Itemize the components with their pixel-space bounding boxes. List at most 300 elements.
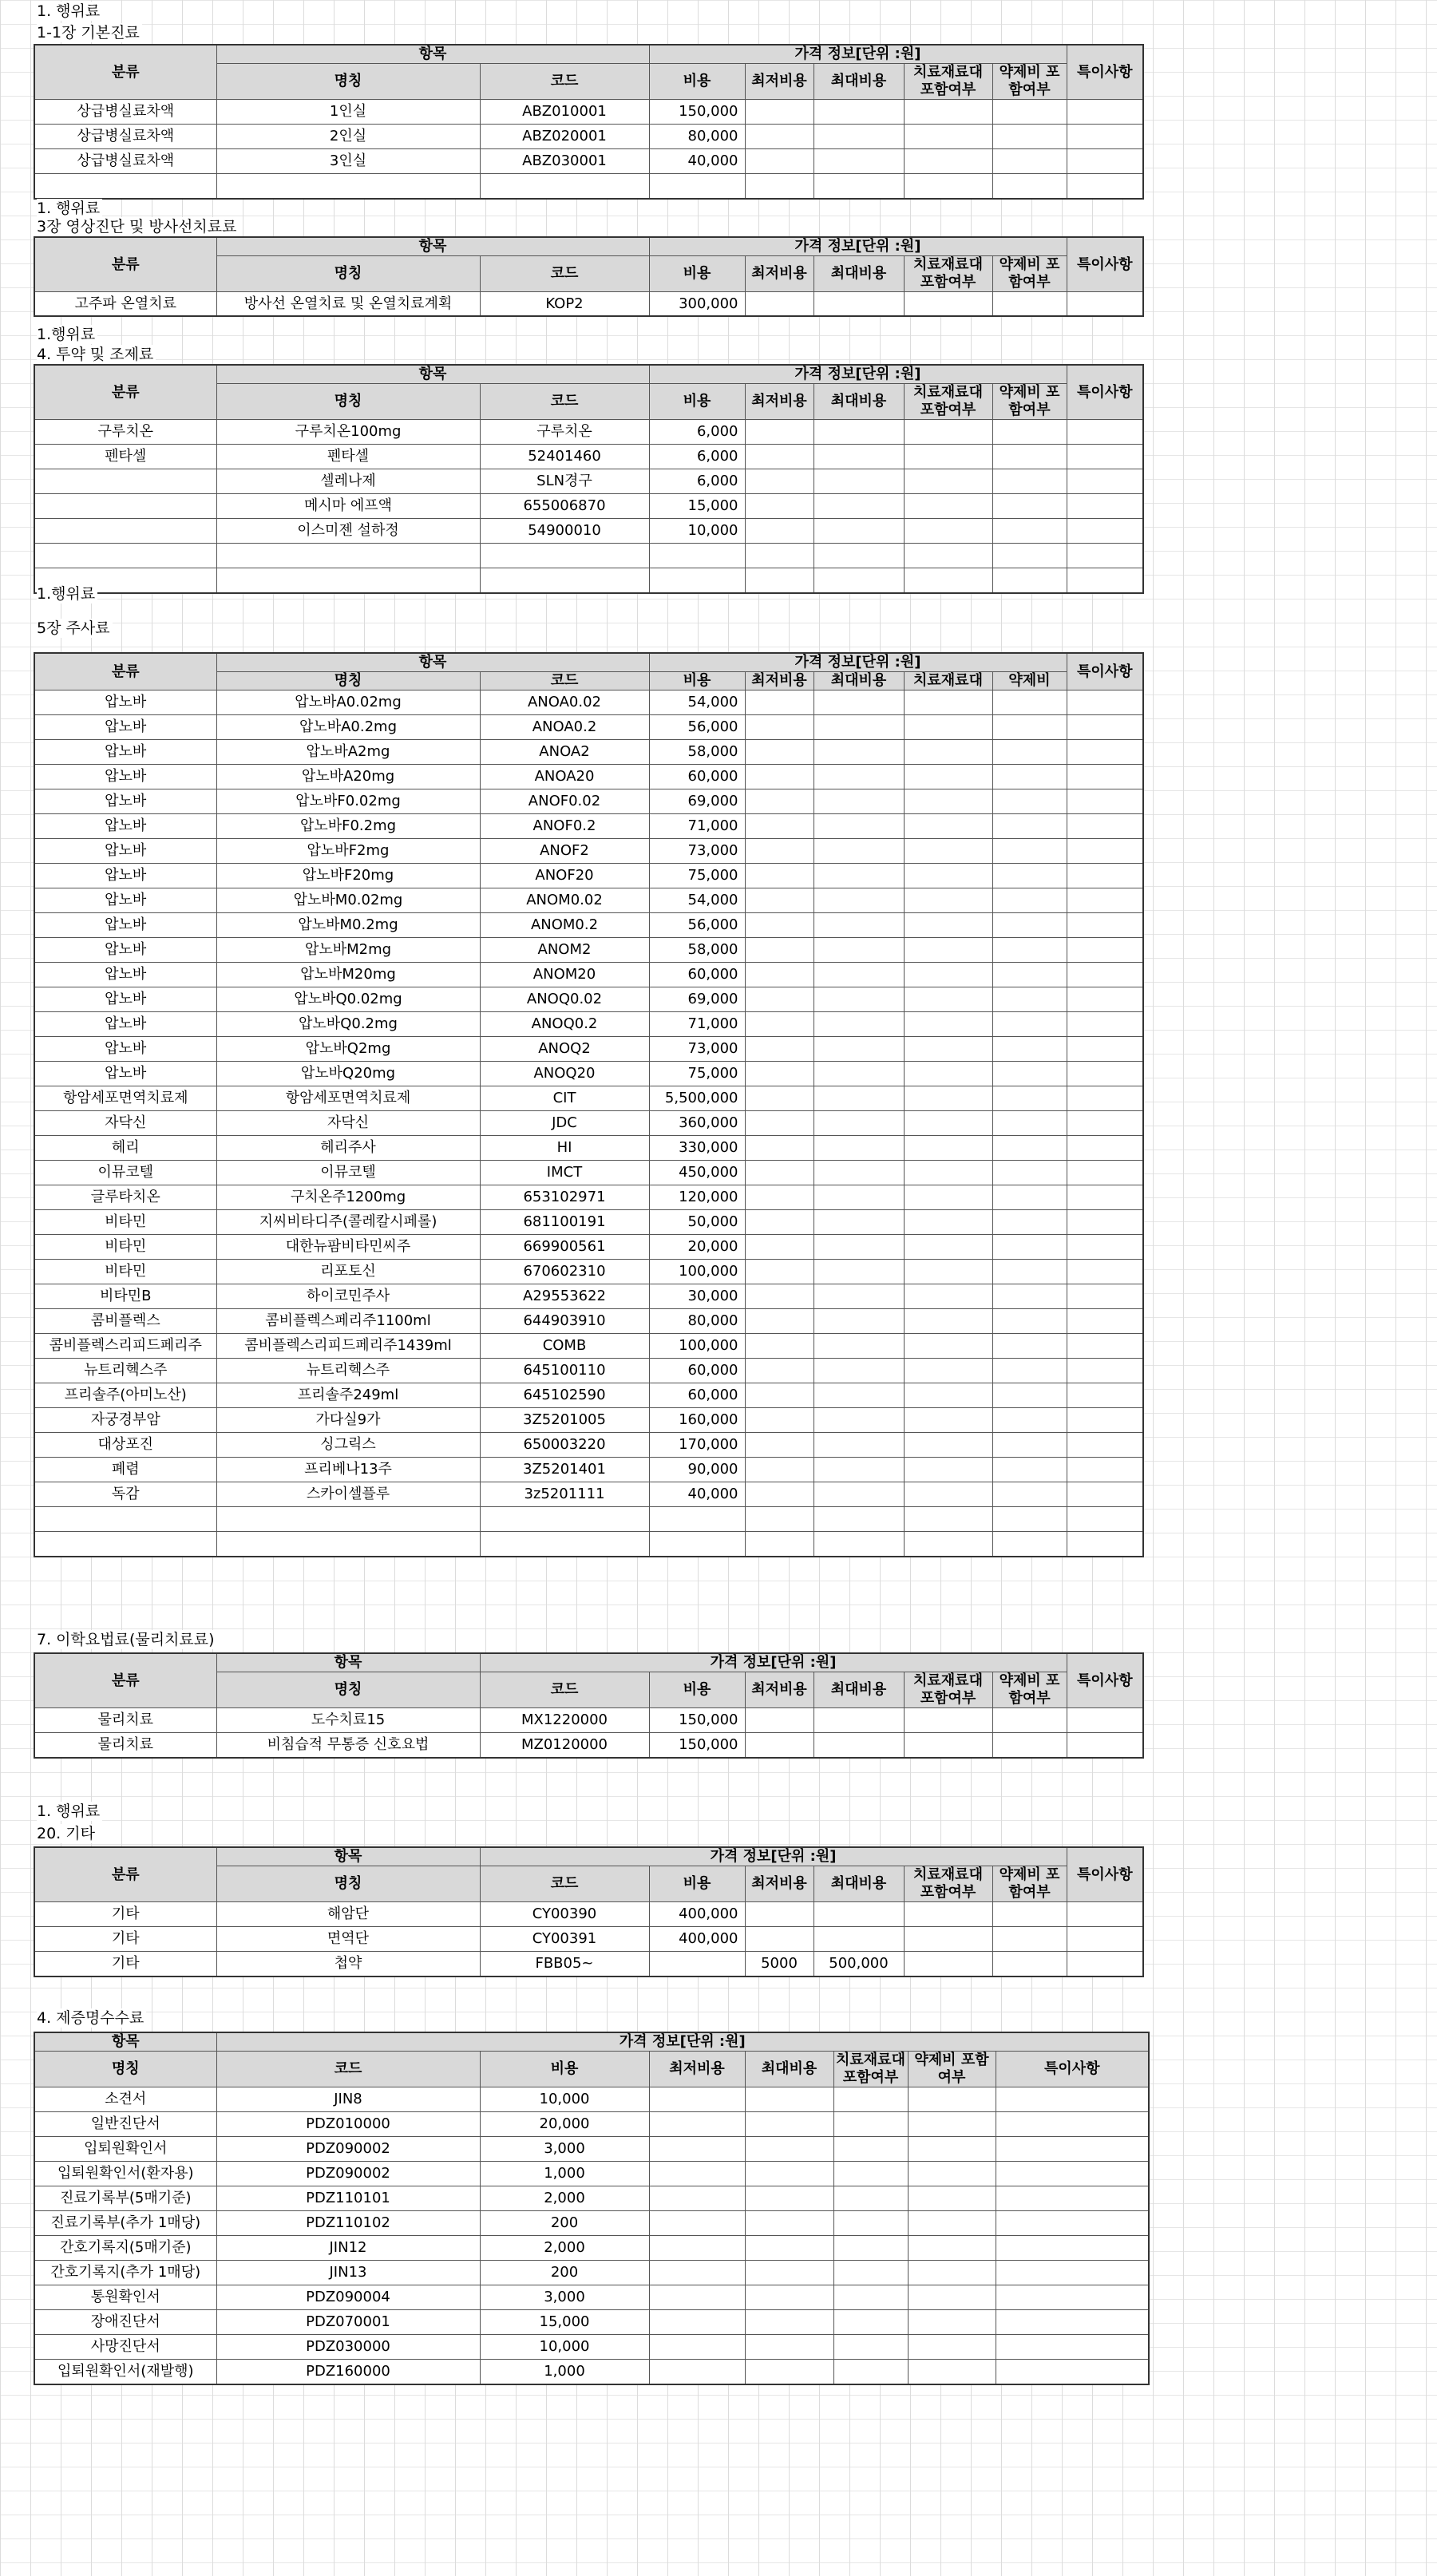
column-header-price-info: 가격 정보[단위 :원]: [649, 237, 1067, 256]
table-cell: [908, 2310, 996, 2335]
table-cell: [745, 125, 814, 149]
table-cell: 압노바F2mg: [216, 839, 480, 864]
table-cell: [833, 2335, 908, 2360]
table-cell: [833, 2360, 908, 2385]
table-cell: [814, 1260, 904, 1284]
table-cell: [1067, 1086, 1143, 1111]
table-cell: 물리치료: [34, 1733, 216, 1759]
table-cell: [649, 544, 745, 568]
column-header-treatment-material: 치료재료대 포함여부: [904, 384, 992, 420]
table-cell: [1067, 1507, 1143, 1532]
column-header-code: 코드: [480, 64, 649, 100]
table-cell: [814, 1482, 904, 1507]
table-cell: [745, 1482, 814, 1507]
table-cell: [904, 1482, 992, 1507]
column-header-notes: 특이사항: [1067, 45, 1143, 100]
table-cell: [814, 1733, 904, 1759]
table-cell: 통원확인서: [34, 2285, 216, 2310]
column-header-cost: 비용: [649, 256, 745, 292]
table-cell: [904, 1359, 992, 1383]
table-cell: 뉴트리헥스주: [34, 1359, 216, 1383]
table-cell: [904, 519, 992, 544]
section-title: 1.행위료: [37, 584, 97, 603]
section-subtitle: 20. 기타: [37, 1824, 97, 1843]
table-row: [34, 1309, 1143, 1334]
table-cell: [814, 1309, 904, 1334]
table-cell: [992, 1136, 1067, 1161]
table-cell: [745, 2112, 833, 2137]
table-cell: PDZ160000: [216, 2360, 480, 2385]
table-cell: [1067, 1927, 1143, 1952]
column-header-code: 코드: [480, 672, 649, 690]
table-cell: ANOA20: [480, 765, 649, 789]
table-cell: 150,000: [649, 1708, 745, 1733]
section-title: 1. 행위료: [37, 2, 102, 21]
table-cell: [904, 100, 992, 125]
table-cell: 입퇴원확인서(재발행): [34, 2360, 216, 2385]
table-cell: [1067, 1733, 1143, 1759]
table-cell: PDZ090002: [216, 2162, 480, 2186]
table-cell: 상급병실료차액: [34, 100, 216, 125]
table-cell: [992, 963, 1067, 987]
table-cell: ANOA0.02: [480, 690, 649, 715]
table-row: [34, 1185, 1143, 1210]
table-cell: [992, 420, 1067, 445]
table-cell: [480, 174, 649, 200]
table-row: [34, 1507, 1143, 1532]
table-row: [34, 494, 1143, 519]
table-cell: [992, 174, 1067, 200]
table-cell: 이뮤코텔: [34, 1161, 216, 1185]
table-cell: [745, 2211, 833, 2236]
table-cell: ANOM2: [480, 938, 649, 963]
table-cell: 200: [480, 2261, 649, 2285]
table-cell: PDZ070001: [216, 2310, 480, 2335]
table-cell: [908, 2211, 996, 2236]
table-cell: 압노바F20mg: [216, 864, 480, 888]
table-cell: [745, 1284, 814, 1309]
table-cell: 자궁경부암: [34, 1408, 216, 1433]
table-cell: [904, 420, 992, 445]
table-cell: 60,000: [649, 963, 745, 987]
table-cell: [814, 740, 904, 765]
table-cell: [904, 963, 992, 987]
table-cell: [1067, 1458, 1143, 1482]
table-cell: [904, 125, 992, 149]
table-cell: ANOA0.2: [480, 715, 649, 740]
column-header-min-cost: 최저비용: [745, 1866, 814, 1902]
table-cell: [745, 494, 814, 519]
table-cell: 간호기록지(추가 1매당): [34, 2261, 216, 2285]
column-header-min-cost: 최저비용: [745, 64, 814, 100]
table-cell: 입퇴원확인서: [34, 2137, 216, 2162]
table-cell: 압노바: [34, 1062, 216, 1086]
table-cell: [996, 2360, 1149, 2385]
table-row: [34, 2162, 1149, 2186]
column-header-cost: 비용: [649, 1866, 745, 1902]
table-cell: [814, 1708, 904, 1733]
table-cell: 자닥신: [216, 1111, 480, 1136]
table-cell: [904, 888, 992, 913]
table-cell: [745, 814, 814, 839]
table-cell: [216, 568, 480, 594]
table-cell: 사망진단서: [34, 2335, 216, 2360]
table-cell: 645100110: [480, 1359, 649, 1383]
table-cell: 1,000: [480, 2360, 649, 2385]
table-row: [34, 1210, 1143, 1235]
table-cell: [1067, 1235, 1143, 1260]
table-cell: 3,000: [480, 2137, 649, 2162]
table-cell: [992, 1532, 1067, 1557]
column-header-code: 코드: [480, 256, 649, 292]
table-cell: [833, 2186, 908, 2211]
column-header-notes: 특이사항: [1067, 237, 1143, 292]
table-row: [34, 568, 1143, 594]
table-cell: [904, 1309, 992, 1334]
table-cell: [996, 2236, 1149, 2261]
table-cell: 대상포진: [34, 1433, 216, 1458]
table-cell: 360,000: [649, 1111, 745, 1136]
table-cell: 스카이셀플루: [216, 1482, 480, 1507]
table-cell: 장애진단서: [34, 2310, 216, 2335]
table-cell: [904, 1086, 992, 1111]
column-header-code: 코드: [480, 384, 649, 420]
table-cell: [904, 1210, 992, 1235]
table-cell: 압노바A0.02mg: [216, 690, 480, 715]
table-cell: [1067, 1284, 1143, 1309]
table-cell: [814, 1383, 904, 1408]
table-cell: [1067, 174, 1143, 200]
column-header-name: 명칭: [216, 256, 480, 292]
table-cell: 2,000: [480, 2186, 649, 2211]
table-cell: [745, 1733, 814, 1759]
table-cell: [745, 174, 814, 200]
table-cell: [1067, 494, 1143, 519]
table-cell: [1067, 1037, 1143, 1062]
table-cell: [1067, 814, 1143, 839]
table-cell: 셀레나제: [216, 469, 480, 494]
table-cell: 진료기록부(5매기준): [34, 2186, 216, 2211]
column-header-price-info: 가격 정보[단위 :원]: [480, 1653, 1067, 1672]
table-cell: [1067, 149, 1143, 174]
table-cell: 기타: [34, 1927, 216, 1952]
table-cell: IMCT: [480, 1161, 649, 1185]
table-cell: [745, 1383, 814, 1408]
table-row: [34, 174, 1143, 200]
table-cell: [1067, 568, 1143, 594]
table-cell: [1067, 292, 1143, 317]
column-header-cost: 비용: [480, 2052, 649, 2087]
table-cell: [745, 100, 814, 125]
table-cell: [992, 1260, 1067, 1284]
table-row: [34, 963, 1143, 987]
table-cell: [1067, 1334, 1143, 1359]
table-cell: [745, 1309, 814, 1334]
table-cell: [745, 839, 814, 864]
table-cell: [1067, 420, 1143, 445]
table-cell: [1067, 938, 1143, 963]
table-cell: 69,000: [649, 987, 745, 1012]
column-header-price-info: 가격 정보[단위 :원]: [480, 1847, 1067, 1866]
table-row: [34, 1037, 1143, 1062]
table-cell: [992, 1012, 1067, 1037]
table-row: [34, 2261, 1149, 2285]
table-cell: [992, 938, 1067, 963]
table-cell: CY00391: [480, 1927, 649, 1952]
table-row: [34, 2335, 1149, 2360]
table-cell: [649, 2285, 745, 2310]
table-cell: 300,000: [649, 292, 745, 317]
table-row: [34, 715, 1143, 740]
column-header-drug-cost: 약제비 포함여부: [992, 384, 1067, 420]
table-cell: [745, 2087, 833, 2112]
table-cell: 200: [480, 2211, 649, 2236]
table-cell: [1067, 100, 1143, 125]
table-cell: 73,000: [649, 1037, 745, 1062]
table-cell: [904, 174, 992, 200]
column-header-notes: 특이사항: [1067, 1847, 1143, 1902]
table-cell: [745, 544, 814, 568]
table-cell: [1067, 1482, 1143, 1507]
column-header-treatment-material: 치료재료대 포함여부: [904, 1866, 992, 1902]
table-cell: [814, 1902, 904, 1927]
table-cell: [904, 765, 992, 789]
table-cell: [814, 1507, 904, 1532]
table-cell: 압노바: [34, 765, 216, 789]
table-cell: [992, 100, 1067, 125]
table-row: [34, 913, 1143, 938]
table-cell: [649, 1952, 745, 1977]
table-cell: 콤비플렉스리피드페리주: [34, 1334, 216, 1359]
table-cell: 비타민B: [34, 1284, 216, 1309]
table-cell: 가다실9가: [216, 1408, 480, 1433]
column-header-drug-cost: 약제비 포함여부: [908, 2052, 996, 2087]
table-cell: [992, 740, 1067, 765]
table-cell: 일반진단서: [34, 2112, 216, 2137]
table-cell: [992, 125, 1067, 149]
table-cell: [216, 1507, 480, 1532]
table-cell: [1067, 445, 1143, 469]
table-cell: [833, 2112, 908, 2137]
table-cell: [745, 1062, 814, 1086]
table-cell: [904, 740, 992, 765]
table-cell: 리포토신: [216, 1260, 480, 1284]
table-cell: 400,000: [649, 1902, 745, 1927]
table-cell: [1067, 765, 1143, 789]
table-cell: 80,000: [649, 125, 745, 149]
column-header-name: 명칭: [216, 384, 480, 420]
column-header-item: 항목: [216, 653, 649, 672]
table-cell: [814, 1433, 904, 1458]
table-row: [34, 1235, 1143, 1260]
column-header-item: 항목: [34, 2032, 216, 2052]
table-cell: 압노바: [34, 814, 216, 839]
table-cell: [745, 2137, 833, 2162]
column-header-cost: 비용: [649, 64, 745, 100]
column-header-name: 명칭: [216, 1866, 480, 1902]
table-cell: [745, 938, 814, 963]
table-cell: [992, 544, 1067, 568]
table-cell: [908, 2236, 996, 2261]
table-cell: 3z5201111: [480, 1482, 649, 1507]
table-cell: 655006870: [480, 494, 649, 519]
table-row: [34, 1532, 1143, 1557]
column-header-code: 코드: [216, 2052, 480, 2087]
section-title: 1. 행위료: [37, 199, 102, 218]
column-header-name: 명칭: [216, 672, 480, 690]
table-cell: 100,000: [649, 1260, 745, 1284]
table-cell: 670602310: [480, 1260, 649, 1284]
table-cell: [904, 690, 992, 715]
table-cell: 압노바M0.02mg: [216, 888, 480, 913]
table-cell: [904, 1383, 992, 1408]
table-cell: [814, 1062, 904, 1086]
fee-table-imaging: [34, 236, 1144, 317]
table-cell: [745, 519, 814, 544]
table-cell: [992, 1433, 1067, 1458]
table-cell: ANOM20: [480, 963, 649, 987]
table-cell: [992, 1482, 1067, 1507]
table-row: [34, 1408, 1143, 1433]
table-cell: 항암세포면역치료제: [34, 1086, 216, 1111]
table-cell: [992, 1507, 1067, 1532]
table-cell: ANOA2: [480, 740, 649, 765]
table-cell: [814, 1458, 904, 1482]
table-row: [34, 2310, 1149, 2335]
table-row: [34, 839, 1143, 864]
table-cell: 압노바: [34, 690, 216, 715]
table-cell: 52401460: [480, 445, 649, 469]
table-cell: 펜타셀: [34, 445, 216, 469]
table-cell: [745, 2285, 833, 2310]
table-cell: 500,000: [814, 1952, 904, 1977]
table-cell: 프리솔주(아미노산): [34, 1383, 216, 1408]
table-cell: 대한뉴팜비타민씨주: [216, 1235, 480, 1260]
table-cell: 10,000: [480, 2087, 649, 2112]
column-header-item: 항목: [216, 365, 649, 384]
table-cell: 지씨비타디주(콜레칼시페롤): [216, 1210, 480, 1235]
table-cell: [904, 1062, 992, 1086]
table-row: [34, 1062, 1143, 1086]
table-cell: 40,000: [649, 149, 745, 174]
section-subtitle: 5장 주사료: [37, 619, 113, 638]
table-cell: 압노바F0.2mg: [216, 814, 480, 839]
table-cell: PDZ110102: [216, 2211, 480, 2236]
table-cell: 3,000: [480, 2285, 649, 2310]
table-cell: [904, 1284, 992, 1309]
column-header-min-cost: 최저비용: [745, 1672, 814, 1708]
table-cell: [814, 913, 904, 938]
table-cell: 압노바M20mg: [216, 963, 480, 987]
table-cell: 압노바: [34, 839, 216, 864]
table-row: [34, 2285, 1149, 2310]
table-cell: 73,000: [649, 839, 745, 864]
table-row: [34, 2236, 1149, 2261]
table-cell: [992, 1086, 1067, 1111]
table-cell: [216, 174, 480, 200]
table-cell: [904, 494, 992, 519]
table-cell: 하이코민주사: [216, 1284, 480, 1309]
table-cell: 압노바: [34, 888, 216, 913]
table-cell: [649, 2310, 745, 2335]
table-cell: [992, 1037, 1067, 1062]
fee-table-other: [34, 1846, 1144, 1977]
table-cell: [814, 149, 904, 174]
table-cell: [1067, 715, 1143, 740]
table-cell: [814, 1136, 904, 1161]
table-cell: [745, 149, 814, 174]
column-header-category: 분류: [34, 1847, 216, 1902]
table-cell: [1067, 1309, 1143, 1334]
table-cell: 이스미젠 설하정: [216, 519, 480, 544]
table-cell: [480, 544, 649, 568]
table-cell: MZ0120000: [480, 1733, 649, 1759]
table-cell: [814, 1012, 904, 1037]
table-row: [34, 765, 1143, 789]
table-cell: [1067, 1111, 1143, 1136]
table-cell: [904, 1952, 992, 1977]
table-cell: 콤비플렉스리피드페리주1439ml: [216, 1334, 480, 1359]
table-cell: [992, 1334, 1067, 1359]
table-cell: 60,000: [649, 1383, 745, 1408]
column-header-cost: 비용: [649, 1672, 745, 1708]
table-cell: [996, 2310, 1149, 2335]
table-cell: [992, 839, 1067, 864]
table-cell: SLN경구: [480, 469, 649, 494]
table-cell: [745, 1235, 814, 1260]
table-cell: [992, 1062, 1067, 1086]
table-cell: [34, 494, 216, 519]
table-cell: [996, 2112, 1149, 2137]
table-cell: 입퇴원확인서(환자용): [34, 2162, 216, 2186]
column-header-treatment-material: 치료재료대: [904, 672, 992, 690]
table-cell: [1067, 864, 1143, 888]
table-cell: [34, 519, 216, 544]
table-cell: [1067, 1902, 1143, 1927]
table-cell: [904, 789, 992, 814]
table-cell: COMB: [480, 1334, 649, 1359]
table-cell: 프리솔주249ml: [216, 1383, 480, 1408]
table-cell: CIT: [480, 1086, 649, 1111]
table-cell: [908, 2360, 996, 2385]
table-cell: 독감: [34, 1482, 216, 1507]
table-cell: 90,000: [649, 1458, 745, 1482]
table-cell: 압노바F0.02mg: [216, 789, 480, 814]
table-cell: 450,000: [649, 1161, 745, 1185]
table-cell: [745, 1458, 814, 1482]
table-cell: 681100191: [480, 1210, 649, 1235]
fee-table-injection: [34, 652, 1144, 1557]
table-cell: [814, 987, 904, 1012]
table-cell: [649, 2162, 745, 2186]
column-header-category: 분류: [34, 1653, 216, 1708]
table-cell: [992, 1185, 1067, 1210]
table-cell: [833, 2211, 908, 2236]
table-cell: 압노바Q20mg: [216, 1062, 480, 1086]
table-cell: [649, 2360, 745, 2385]
column-header-min-cost: 최저비용: [649, 2052, 745, 2087]
table-cell: KOP2: [480, 292, 649, 317]
table-cell: [992, 1902, 1067, 1927]
table-cell: 6,000: [649, 420, 745, 445]
table-cell: [992, 987, 1067, 1012]
table-cell: [833, 2236, 908, 2261]
table-cell: ABZ020001: [480, 125, 649, 149]
table-cell: [216, 1532, 480, 1557]
table-cell: [814, 1408, 904, 1433]
table-cell: [745, 2162, 833, 2186]
column-header-category: 분류: [34, 237, 216, 292]
